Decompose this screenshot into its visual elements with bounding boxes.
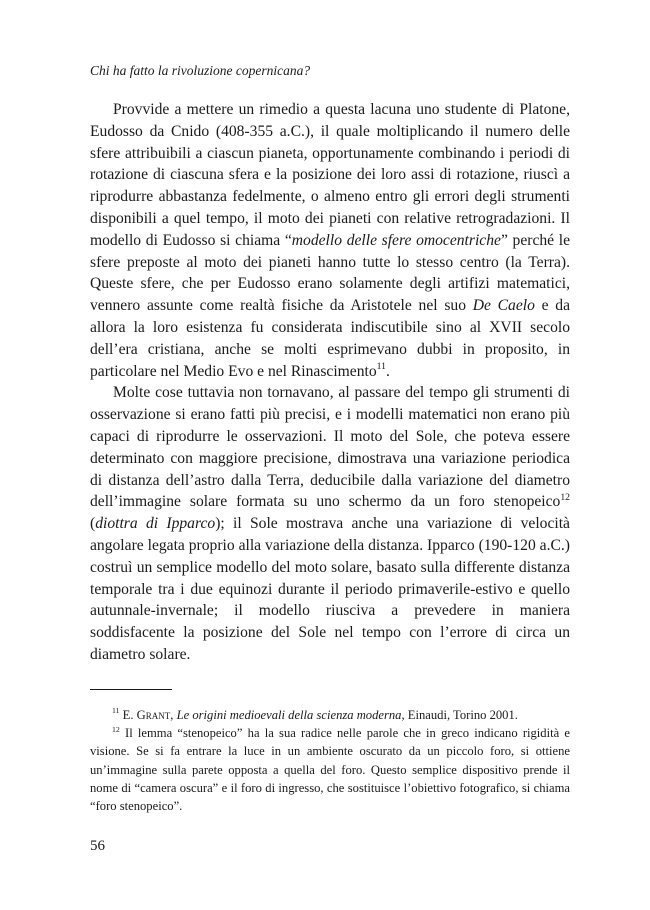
text-run: ); il Sole mostrava anche una variazione di velocità angolare legata proprio alla variazione della distanza. Ipparco (190-120 a.C.) costruì un semplice modello del moto solare, basato sulla differente distanza temporale tra i due equinozi durante il periodo primaverile-estivo e quello autunnale-invernale; il modello riusciva a prevedere in maniera soddisfacente la posizione del Sole nel tempo con l’errore di circa un diametro solare. [90, 515, 570, 663]
page-number: 56 [90, 838, 105, 854]
italic-term: modello delle sfere omocentriche [291, 231, 501, 249]
text-run: Provvide a mettere un rimedio a questa lacuna uno studente di Platone, Eudosso da Cnido (408-355 a.C.), il quale moltiplicando il numero delle sfere attribuibili a ciascun pianeta, opportunamente combinando i periodi di rotazione di ciascuna sfera e la posizione dei loro assi di rotazione, riuscì a riprodurre abbastanza fedelmente, o almeno entro gli errori degli strumenti disponibili a quel tempo, il moto dei pianeti con relative retrogradazioni. Il modello di Eudosso si chiama “ [90, 101, 570, 249]
footnote-separator [90, 689, 172, 690]
main-text [90, 99, 570, 666]
footnote-reference-11[interactable]: 11 [376, 360, 386, 372]
separator: , [170, 708, 177, 722]
italic-book-title: De Caelo [472, 297, 535, 315]
author-surname: Grant [136, 708, 171, 722]
author-initial: E. [122, 708, 137, 722]
text-run: e da allora la loro esistenza fu considerata indiscutibile sino al XVII secolo dell’era cristiana, anche se molti esprimevano dubbi in proposito, in particolare nel Medio Evo e nel Rinascimento [90, 297, 571, 380]
footnotes [90, 706, 570, 815]
footnote-12 [90, 724, 570, 815]
text-run: ” perché le sfere preposte al moto dei pianeti hanno tutte lo stesso centro (la Terra). Queste sfere, che per Eudosso erano solamente degli artifizi matematici, vennero assunte come realtà fisiche da Aristotele nel suo [90, 231, 571, 315]
footnote-11 [90, 706, 570, 724]
footnote-reference-12[interactable]: 12 [560, 491, 570, 503]
text-run: . [385, 362, 390, 380]
publisher-info: , Einaudi, Torino 2001. [401, 708, 518, 722]
cited-title: Le origini medioevali della scienza moderna [176, 708, 402, 722]
paragraph-2 [90, 382, 570, 665]
paragraph-1 [90, 99, 570, 382]
text-run: Molte cose tuttavia non tornavano, al passare del tempo gli strumenti di osservazione si erano fatti più precisi, e i modelli matematici non erano più capaci di riprodurre le osservazioni. Il moto del Sole, che poteva essere determinato con maggiore precisione, dimostrava una variazione periodica di distanza dell’astro dalla Terra, deducibile dalla variazione del diametro dell’immagine solare formata su uno schermo da un foro stenopeico [90, 384, 570, 511]
text-run: ( [90, 515, 96, 533]
italic-term: diottra di Ipparco [95, 515, 216, 533]
running-head: Chi ha fatto la rivoluzione copernicana? [90, 63, 311, 78]
footnote-number: 12 [112, 724, 120, 734]
footnote-text: Il lemma “stenopeico” ha la sua radice nelle parole che in greco indicano rigidità e visione. Se si fa entrare la luce in un ambiente oscurato da un piccolo foro, si ottiene un’immagine sulla parete opposta a quella del foro. Questo semplice dispositivo prende il nome di “camera oscura” e il foro di ingresso, che sostituisce l’obiettivo fotografico, si chiama “foro stenopeico”. [90, 726, 570, 814]
footnote-number: 11 [112, 706, 120, 716]
